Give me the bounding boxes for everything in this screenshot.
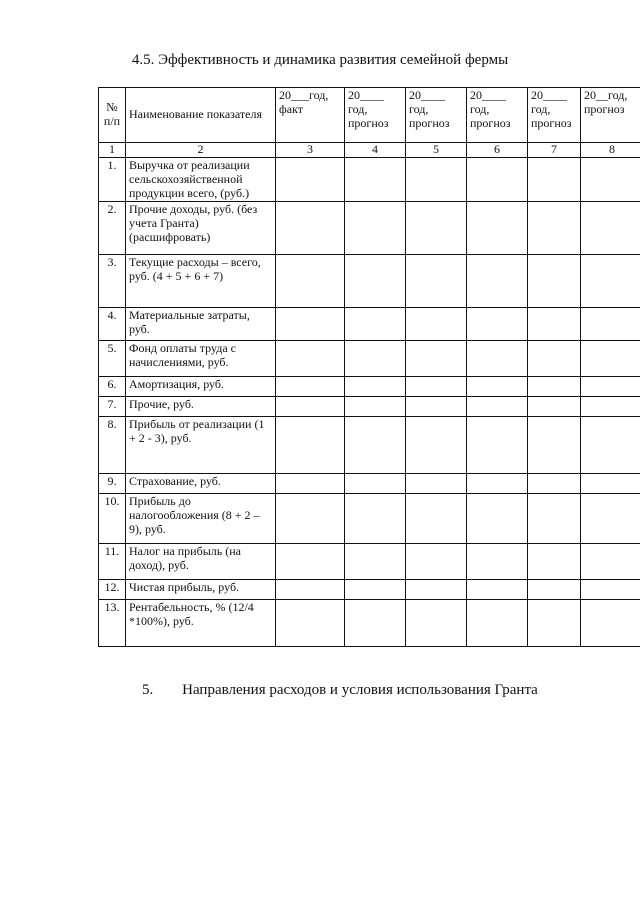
value-cell — [581, 341, 640, 377]
value-cell — [276, 474, 345, 494]
value-cell — [276, 397, 345, 417]
row-number: 6. — [99, 377, 126, 397]
value-cell — [276, 600, 345, 647]
row-number: 10. — [99, 494, 126, 544]
value-cell — [581, 474, 640, 494]
header-indicator-name: Наименование показателя — [126, 88, 276, 143]
header-year-forecast-2: 20____ год, прогноз — [406, 88, 467, 143]
value-cell — [581, 417, 640, 474]
row-number: 11. — [99, 544, 126, 580]
row-indicator-name: Прочие доходы, руб. (без учета Гранта) (расшифровать) — [126, 202, 276, 255]
table-row — [99, 580, 640, 600]
value-cell — [345, 580, 406, 600]
value-cell — [581, 255, 640, 308]
row-indicator-name: Текущие расходы – всего, руб. (4 + 5 + 6 + 7) — [126, 255, 276, 308]
table-row — [99, 600, 640, 647]
column-index-cell: 2 — [126, 143, 276, 158]
value-cell — [406, 308, 467, 341]
value-cell — [467, 308, 528, 341]
value-cell — [528, 341, 581, 377]
row-indicator-name: Чистая прибыль, руб. — [126, 580, 276, 600]
row-number: 12. — [99, 580, 126, 600]
table-row — [99, 474, 640, 494]
value-cell — [467, 494, 528, 544]
value-cell — [581, 494, 640, 544]
value-cell — [345, 255, 406, 308]
value-cell — [276, 202, 345, 255]
value-cell — [467, 397, 528, 417]
column-index-cell: 4 — [345, 143, 406, 158]
section-5-heading — [142, 681, 570, 699]
row-number: 5. — [99, 341, 126, 377]
value-cell — [467, 202, 528, 255]
section-5-number: 5. — [142, 682, 154, 698]
table-row — [99, 308, 640, 341]
header-year-fact: 20___год, факт — [276, 88, 345, 143]
value-cell — [345, 397, 406, 417]
value-cell — [581, 202, 640, 255]
row-indicator-name: Прибыль от реализации (1 + 2 - 3), руб. — [126, 417, 276, 474]
row-indicator-name: Рентабельность, % (12/4 *100%), руб. — [126, 600, 276, 647]
row-number: 4. — [99, 308, 126, 341]
value-cell — [528, 158, 581, 202]
value-cell — [345, 308, 406, 341]
value-cell — [406, 341, 467, 377]
value-cell — [528, 397, 581, 417]
column-index-cell: 6 — [467, 143, 528, 158]
value-cell — [276, 417, 345, 474]
value-cell — [406, 202, 467, 255]
efficiency-table-container — [98, 87, 640, 647]
value-cell — [528, 202, 581, 255]
value-cell — [345, 544, 406, 580]
value-cell — [406, 474, 467, 494]
row-indicator-name: Материальные затраты, руб. — [126, 308, 276, 341]
value-cell — [276, 158, 345, 202]
value-cell — [467, 255, 528, 308]
value-cell — [276, 494, 345, 544]
column-index-cell: 5 — [406, 143, 467, 158]
value-cell — [276, 377, 345, 397]
table-row — [99, 377, 640, 397]
row-indicator-name: Амортизация, руб. — [126, 377, 276, 397]
table-row — [99, 417, 640, 474]
row-number: 8. — [99, 417, 126, 474]
page-title: 4.5. Эффективность и динамика развития семейной фермы — [131, 52, 509, 68]
table-row — [99, 202, 640, 255]
header-number: № п/п — [99, 88, 126, 143]
value-cell — [406, 377, 467, 397]
value-cell — [406, 158, 467, 202]
value-cell — [345, 377, 406, 397]
value-cell — [345, 474, 406, 494]
column-index-row — [99, 143, 640, 158]
table-row — [99, 544, 640, 580]
header-year-forecast-3: 20____ год, прогноз — [467, 88, 528, 143]
value-cell — [467, 377, 528, 397]
value-cell — [528, 494, 581, 544]
value-cell — [528, 255, 581, 308]
value-cell — [406, 255, 467, 308]
value-cell — [581, 377, 640, 397]
section-5-title: Направления расходов и условия использования Гранта — [182, 682, 538, 698]
value-cell — [528, 308, 581, 341]
value-cell — [528, 474, 581, 494]
value-cell — [345, 202, 406, 255]
value-cell — [528, 417, 581, 474]
value-cell — [406, 600, 467, 647]
value-cell — [345, 417, 406, 474]
header-year-forecast-4: 20____ год, прогноз — [528, 88, 581, 143]
column-index-cell: 7 — [528, 143, 581, 158]
value-cell — [581, 580, 640, 600]
value-cell — [276, 255, 345, 308]
table-body — [99, 143, 640, 647]
column-index-cell: 1 — [99, 143, 126, 158]
value-cell — [406, 397, 467, 417]
value-cell — [276, 580, 345, 600]
efficiency-table — [98, 87, 640, 647]
value-cell — [276, 341, 345, 377]
value-cell — [467, 158, 528, 202]
value-cell — [345, 494, 406, 544]
table-row — [99, 494, 640, 544]
value-cell — [581, 397, 640, 417]
row-indicator-name: Прочие, руб. — [126, 397, 276, 417]
value-cell — [528, 377, 581, 397]
row-indicator-name: Страхование, руб. — [126, 474, 276, 494]
row-number: 2. — [99, 202, 126, 255]
table-row — [99, 158, 640, 202]
value-cell — [406, 417, 467, 474]
value-cell — [345, 158, 406, 202]
value-cell — [528, 544, 581, 580]
table-header-row — [99, 88, 640, 143]
value-cell — [467, 417, 528, 474]
row-number: 1. — [99, 158, 126, 202]
value-cell — [406, 494, 467, 544]
table-row — [99, 341, 640, 377]
table-row — [99, 255, 640, 308]
value-cell — [276, 544, 345, 580]
value-cell — [345, 341, 406, 377]
value-cell — [581, 308, 640, 341]
value-cell — [581, 544, 640, 580]
table-row — [99, 397, 640, 417]
header-year-forecast-1: 20____ год, прогноз — [345, 88, 406, 143]
value-cell — [406, 580, 467, 600]
row-number: 9. — [99, 474, 126, 494]
value-cell — [467, 580, 528, 600]
value-cell — [581, 158, 640, 202]
value-cell — [528, 600, 581, 647]
value-cell — [467, 341, 528, 377]
row-number: 7. — [99, 397, 126, 417]
row-indicator-name: Фонд оплаты труда с начислениями, руб. — [126, 341, 276, 377]
value-cell — [276, 308, 345, 341]
value-cell — [467, 474, 528, 494]
row-indicator-name: Выручка от реализации сельскохозяйственной продукции всего, (руб.) — [126, 158, 276, 202]
row-number: 13. — [99, 600, 126, 647]
row-indicator-name: Налог на прибыль (на доход), руб. — [126, 544, 276, 580]
value-cell — [406, 544, 467, 580]
value-cell — [467, 544, 528, 580]
row-number: 3. — [99, 255, 126, 308]
column-index-cell: 3 — [276, 143, 345, 158]
value-cell — [467, 600, 528, 647]
value-cell — [581, 600, 640, 647]
header-year-forecast-5: 20__год, прогноз — [581, 88, 640, 143]
value-cell — [345, 600, 406, 647]
column-index-cell: 8 — [581, 143, 640, 158]
row-indicator-name: Прибыль до налогообложения (8 + 2 – 9), руб. — [126, 494, 276, 544]
value-cell — [528, 580, 581, 600]
